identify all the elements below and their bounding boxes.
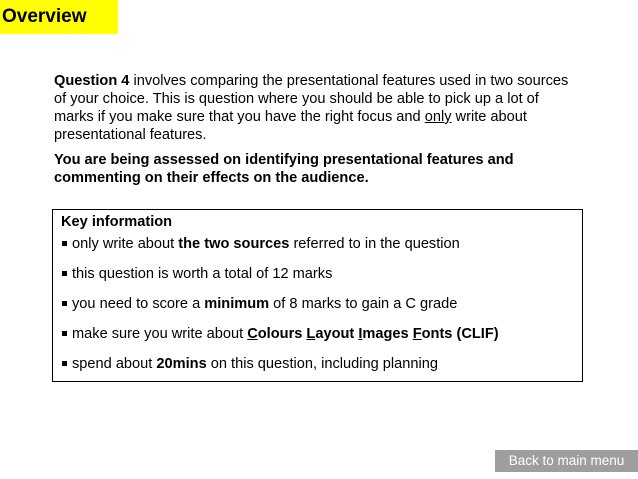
intro-text-end: write about presentational features. bbox=[54, 109, 527, 143]
intro-text bbox=[54, 72, 574, 187]
bullet-square-icon bbox=[62, 331, 67, 336]
bullet-text: this question is worth a total of 12 marks bbox=[72, 266, 333, 282]
question-number: Question 4 bbox=[54, 73, 130, 89]
bullet-item bbox=[61, 325, 582, 355]
bullet-item bbox=[61, 235, 582, 265]
bullet-text: make sure you write about Colours Layout Images Fonts (CLIF) bbox=[72, 326, 499, 342]
bullet-square-icon bbox=[62, 361, 67, 366]
bullet-text: you need to score a minimum of 8 marks to gain a C grade bbox=[72, 296, 458, 312]
bullet-square-icon bbox=[62, 271, 67, 276]
page-title: Overview bbox=[0, 0, 118, 34]
bullet-square-icon bbox=[62, 241, 67, 246]
bullet-item bbox=[61, 355, 582, 385]
bullet-text: only write about the two sources referred to in the question bbox=[72, 236, 460, 252]
key-information-title: Key information bbox=[61, 214, 173, 230]
only-underlined: only bbox=[424, 109, 452, 125]
bullet-square-icon bbox=[62, 301, 67, 306]
intro-text-part: involves comparing the presentational features used in two sources of your choice. This is question where you should be able to pick up a lot of marks if you make sure that you have the right focus and bbox=[54, 73, 569, 125]
bullet-text: spend about 20mins on this question, including planning bbox=[72, 356, 438, 372]
back-to-main-menu-button[interactable]: Back to main menu bbox=[495, 450, 638, 472]
bullet-item bbox=[61, 295, 582, 325]
intro-paragraph-1 bbox=[54, 72, 574, 144]
intro-paragraph-2: You are being assessed on identifying presentational features and commenting on their effects on the audience. bbox=[54, 152, 514, 186]
bullet-item bbox=[61, 265, 582, 295]
clif-mnemonic: Colours Layout Images Fonts (CLIF) bbox=[247, 326, 499, 342]
key-information-box bbox=[52, 209, 583, 382]
